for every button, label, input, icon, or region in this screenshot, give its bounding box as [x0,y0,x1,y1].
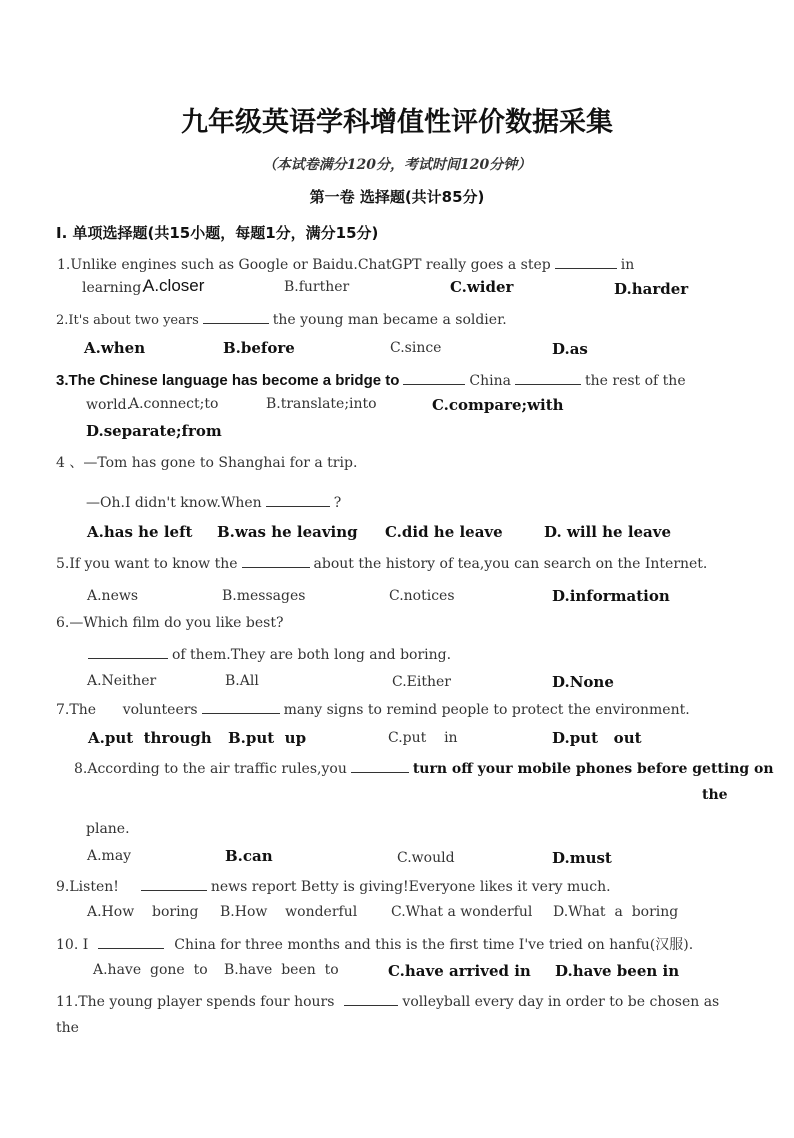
question-10-text: 10. I [56,937,89,953]
question-1-cont: learning. [82,280,146,296]
question-8-cont-2: plane. [86,821,130,837]
question-4-option-a: A.has he left [87,523,193,541]
answer-blank [344,993,398,1006]
question-1-option-a: A.closer [143,276,205,295]
question-3-option-d: D.separate;from [86,422,222,440]
section-heading: I. 单项选择题(共15小题，每题1分，满分15分) [56,224,379,242]
question-10-option-a: A.have gone to [93,962,208,978]
question-3-stem [56,370,686,389]
question-2-option-a: A.when [84,339,146,357]
answer-blank [98,936,164,949]
question-8-option-d: D.must [552,849,612,867]
question-2-option-b: B.before [223,339,295,357]
question-10-text-b: China for three months and this is the first time I've tried on hanfu(汉服). [174,937,694,953]
answer-blank [242,555,310,568]
answer-blank [515,372,581,385]
question-9-option-d: D.What a boring [553,904,679,920]
question-5-text: 5.If you want to know the [56,556,238,572]
question-7-option-a: A.put through [88,729,212,747]
question-7-text: 7.The volunteers [56,702,198,718]
answer-blank [351,760,409,773]
question-6-stem: 6.—Which film do you like best? [56,615,284,631]
question-7-text-b: many signs to remind people to protect the environment. [283,702,690,718]
answer-blank [141,878,207,891]
question-1-option-c: C.wider [450,278,514,296]
page-title: 九年级英语学科增值性评价数据采集 [181,107,613,138]
question-4-option-b: B.was he leaving [217,523,358,541]
question-6-option-b: B.All [225,673,259,689]
question-9-text-b: news report Betty is giving!Everyone likes it very much. [210,879,611,895]
answer-blank [555,256,617,269]
question-9-option-c: C.What a wonderful [391,904,533,920]
question-8-text: 8.According to the air traffic rules,you [74,761,347,777]
question-2-option-c: C.since [390,340,442,356]
part-heading: 第一卷 选择题(共计85分) [309,188,485,206]
question-6-option-c: C.Either [392,674,451,690]
question-6-option-d: D.None [552,673,614,691]
question-10-option-b: B.have been to [224,962,339,978]
question-5-option-a: A.news [87,588,139,604]
question-6-option-a: A.Neither [87,673,157,689]
question-3-option-b: B.translate;into [266,396,377,412]
question-3-cont: world. [86,397,131,413]
question-11-text: 11.The young player spends four hours [56,994,335,1010]
question-2-stem [56,311,507,328]
question-8-stem [74,760,774,777]
question-8-cont: the [702,787,728,803]
question-5-option-d: D.information [552,587,670,605]
question-11-stem [56,993,719,1010]
answer-blank [403,372,465,385]
question-4-text-c: ? [333,495,342,511]
question-2-option-d: D.as [552,340,588,358]
question-8-option-c: C.would [397,850,455,866]
question-3-text-c: the rest of the [585,373,686,389]
question-3-option-c: C.compare;with [432,396,564,414]
question-10-option-d: D.have been in [555,962,680,980]
question-1-text-b: in [620,257,635,273]
answer-blank [203,311,269,324]
question-8-option-b: B.can [225,847,273,865]
question-5-option-b: B.messages [222,588,306,604]
question-11-cont: the [56,1020,79,1036]
question-4-text-b: —Oh.I didn't know.When [86,495,262,511]
question-9-stem [56,878,611,895]
question-7-option-b: B.put up [228,729,307,747]
question-8-text-b: turn off your mobile phones before getting on [412,761,774,777]
question-9-option-a: A.How boring [87,904,199,920]
answer-blank [88,646,168,659]
question-9-text: 9.Listen! [56,879,119,895]
question-3-text-b: China [469,373,511,389]
question-4-stem: 4 、—Tom has gone to Shanghai for a trip. [56,455,358,471]
question-1-option-d: D.harder [614,280,689,298]
question-4-line2 [86,494,341,511]
answer-blank [202,701,280,714]
question-1-text: 1.Unlike engines such as Google or Baidu.ChatGPT really goes a step [57,257,551,273]
question-10-stem [56,934,693,954]
question-1-option-b: B.further [284,279,350,295]
question-11-text-b: volleyball every day in order to be chosen as [402,994,720,1010]
question-5-text-b: about the history of tea,you can search on the Internet. [313,556,708,572]
question-7-option-c: C.put in [388,730,458,746]
question-5-stem [56,555,707,572]
question-2-text: 2.It's about two years [56,313,199,328]
question-3-text: 3.The Chinese language has become a bridge to [56,372,400,389]
question-8-option-a: A.may [87,848,132,864]
question-6-text-b: of them.They are both long and boring. [172,647,452,663]
question-6-line2 [88,646,451,663]
question-5-option-c: C.notices [389,588,455,604]
answer-blank [266,494,330,507]
question-7-option-d: D.put out [552,729,642,747]
question-1-stem [57,256,634,273]
question-9-option-b: B.How wonderful [220,904,358,920]
question-2-text-b: the young man became a soldier. [272,312,507,328]
question-4-option-d: D. will he leave [544,523,672,541]
question-10-option-c: C.have arrived in [388,962,531,980]
exam-info: （本试卷满分120分，考试时间120分钟） [262,157,532,173]
question-7-stem [56,701,690,718]
question-3-option-a: A.connect;to [129,396,219,412]
question-4-option-c: C.did he leave [385,523,503,541]
